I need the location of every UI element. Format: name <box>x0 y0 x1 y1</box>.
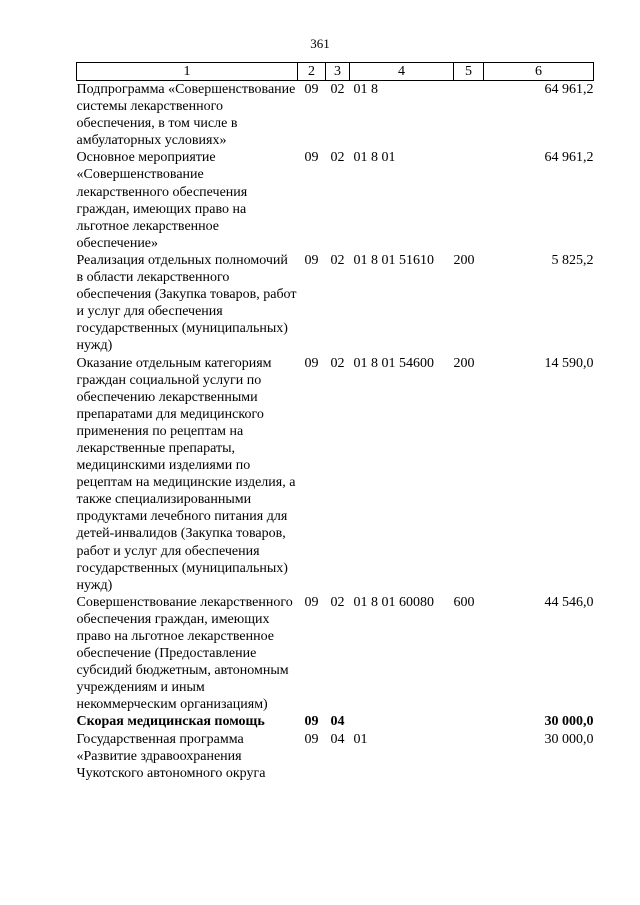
row-target-article-code: 01 8 <box>353 82 378 97</box>
row-amount: 44 546,0 <box>544 594 594 610</box>
row-target-article-code: 01 8 01 60080 <box>353 594 434 610</box>
header-col-5: 5 <box>454 63 484 81</box>
row-expense-type-code: 200 <box>453 252 475 268</box>
row-target-article-code: 01 8 01 54600 <box>353 355 434 371</box>
row-subsection-code: 02 <box>330 252 345 268</box>
table-row <box>77 713 594 730</box>
row-expense-type-code <box>454 731 484 782</box>
row-name: Оказание отдельным категориям граждан социальной услуги по обеспечению лекарственными препаратами для медицинского применения по рецептам на лекарственные препараты, медицинскими изделиями по рецептам на медицинские изделия, а также специализированными продуктами лечебного питания для детей-инвалидов (Закупка товаров, работ и услуг для обеспечения государственных (муниципальных) нужд) <box>76 355 296 593</box>
header-row <box>77 63 594 81</box>
header-col-1: 1 <box>77 63 298 81</box>
row-target-article-code: 01 8 01 <box>353 150 396 166</box>
row-expense-type-code: 200 <box>453 355 475 371</box>
table-row <box>77 594 594 714</box>
row-subsection-code: 02 <box>330 355 345 371</box>
row-subsection-code: 02 <box>330 82 345 97</box>
row-name: Скорая медицинская помощь <box>76 714 265 730</box>
row-amount: 5 825,2 <box>551 252 594 268</box>
header-col-6: 6 <box>484 63 594 81</box>
row-amount: 30 000,0 <box>544 714 594 730</box>
row-expense-type-code: 600 <box>453 594 475 610</box>
row-section-code: 09 <box>304 252 319 268</box>
row-target-article-code <box>350 713 454 730</box>
row-subsection-code: 04 <box>330 731 345 747</box>
row-name: Основное мероприятие «Совершенствование лекарственного обеспечения граждан, имеющих право на льготное лекарственное обеспечение» <box>76 150 248 251</box>
header-col-3: 3 <box>326 63 350 81</box>
row-section-code: 09 <box>304 731 319 747</box>
page-number: 361 <box>310 36 330 51</box>
row-name: Государственная программа «Развитие здравоохранения Чукотского автономного округа <box>76 731 266 781</box>
row-name: Совершенствование лекарственного обеспечения граждан, имеющих право на льготное лекарственное обеспечение (Предоставление субсидий бюджетным, автономным учреждениям и иным некоммерческим организациям) <box>76 594 293 713</box>
row-expense-type-code <box>454 81 484 150</box>
row-name: Реализация отдельных полномочий в области лекарственного обеспечения (Закупка товаров, работ и услуг для обеспечения государственных (муниципальных) нужд) <box>76 252 297 354</box>
table-row <box>77 149 594 252</box>
row-expense-type-code <box>454 149 484 252</box>
row-amount: 64 961,2 <box>544 82 594 97</box>
row-section-code: 09 <box>304 714 319 730</box>
row-amount: 30 000,0 <box>544 731 594 747</box>
row-name: Подпрограмма «Совершенствование системы лекарственного обеспечения, в том числе в амбулаторных условиях» <box>76 82 296 149</box>
table-body <box>77 81 594 782</box>
row-subsection-code: 02 <box>330 594 345 610</box>
table-row <box>77 81 594 150</box>
row-amount: 14 590,0 <box>544 355 594 371</box>
row-expense-type-code <box>454 713 484 730</box>
table-row <box>77 731 594 782</box>
row-subsection-code: 02 <box>330 150 345 166</box>
budget-table <box>76 62 594 782</box>
row-subsection-code: 04 <box>330 714 345 730</box>
row-target-article-code: 01 8 01 51610 <box>353 252 434 268</box>
row-section-code: 09 <box>304 594 319 610</box>
table-row <box>77 252 594 355</box>
header-col-2: 2 <box>298 63 326 81</box>
row-section-code: 09 <box>304 82 319 97</box>
row-target-article-code: 01 <box>353 731 368 747</box>
table-row <box>77 355 594 594</box>
header-col-4: 4 <box>350 63 454 81</box>
row-section-code: 09 <box>304 150 319 166</box>
row-section-code: 09 <box>304 355 319 371</box>
row-amount: 64 961,2 <box>544 150 594 166</box>
